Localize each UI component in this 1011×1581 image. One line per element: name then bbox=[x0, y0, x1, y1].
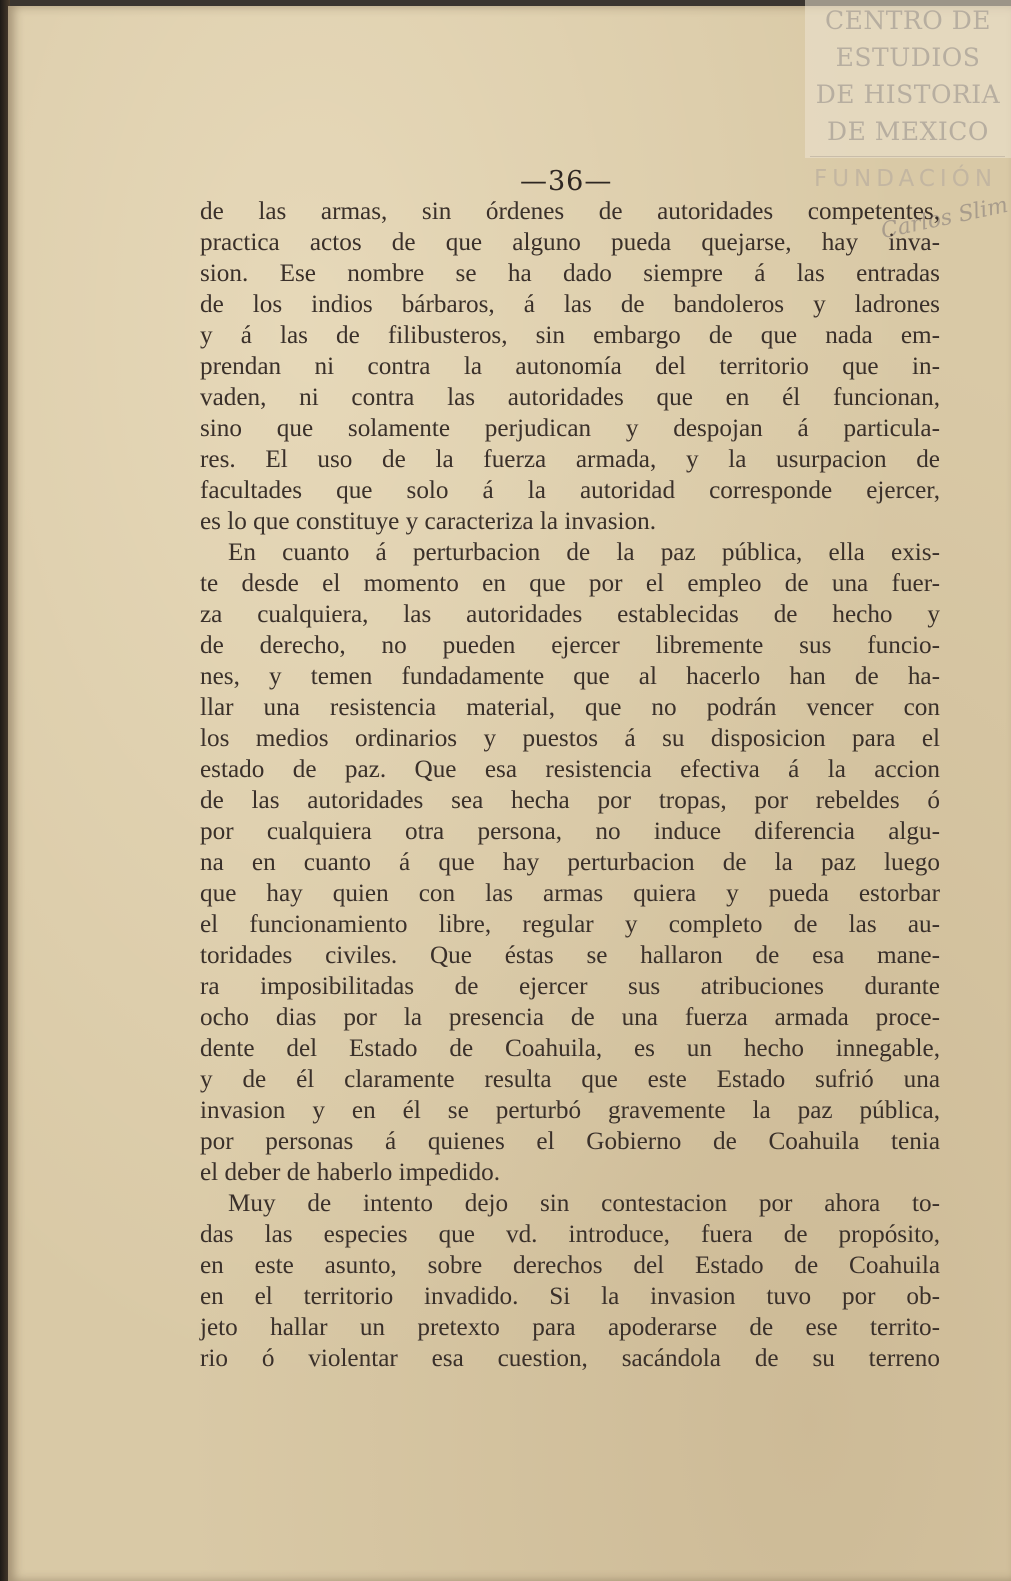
text-line: en el territorio invadido. Si la invasion tuvo por ob- bbox=[200, 1283, 940, 1310]
text-line: que hay quien con las armas quiera y pueda estorbar bbox=[200, 880, 940, 907]
watermark-line: DE HISTORIA bbox=[815, 80, 1001, 109]
text-line: llar una resistencia material, que no podrán vencer con bbox=[200, 694, 940, 721]
text-line: y de él claramente resulta que este Estado sufrió una bbox=[200, 1066, 940, 1093]
text-line: de las autoridades sea hecha por tropas, por rebeldes ó bbox=[200, 787, 940, 814]
archive-watermark bbox=[805, 0, 1011, 158]
text-line: es lo que constituye y caracteriza la invasion. bbox=[200, 508, 656, 535]
text-line: nes, y temen fundadamente que al hacerlo han de ha- bbox=[200, 663, 940, 690]
text-line: ra imposibilitadas de ejercer sus atribuciones durante bbox=[200, 973, 940, 1000]
text-line: te desde el momento en que por el empleo de una fuer- bbox=[200, 570, 940, 597]
text-line: za cualquiera, las autoridades establecidas de hecho y bbox=[200, 601, 940, 628]
text-line: por cualquiera otra persona, no induce diferencia algu- bbox=[200, 818, 940, 845]
text-line: vaden, ni contra las autoridades que en él funcionan, bbox=[200, 384, 940, 411]
text-line: sion. Ese nombre se ha dado siempre á las entradas bbox=[200, 260, 940, 287]
text-line: Muy de intento dejo sin contestacion por ahora to- bbox=[228, 1190, 940, 1217]
text-line: toridades civiles. Que éstas se hallaron de esa mane- bbox=[200, 942, 940, 969]
text-line: jeto hallar un pretexto para apoderarse de ese territo- bbox=[200, 1314, 940, 1341]
text-line: ocho dias por la presencia de una fuerza armada proce- bbox=[200, 1004, 940, 1031]
text-line: y á las de filibusteros, sin embargo de que nada em- bbox=[200, 322, 940, 349]
text-line: sino que solamente perjudican y despojan á particula- bbox=[200, 415, 940, 442]
watermark-line: ESTUDIOS bbox=[835, 43, 981, 72]
text-line: rio ó violentar esa cuestion, sacándola de su terreno bbox=[200, 1345, 940, 1372]
text-line: invasion y en él se perturbó gravemente la paz pública, bbox=[200, 1097, 940, 1124]
text-line: prendan ni contra la autonomía del territorio que in- bbox=[200, 353, 940, 380]
text-line: na en cuanto á que hay perturbacion de la paz luego bbox=[200, 849, 940, 876]
text-line: das las especies que vd. introduce, fuera de propósito, bbox=[200, 1221, 940, 1248]
text-line: dente del Estado de Coahuila, es un hecho innegable, bbox=[200, 1035, 940, 1062]
watermark-line: CENTRO DE bbox=[825, 6, 991, 35]
text-line: practica actos de que alguno pueda quejarse, hay inva- bbox=[200, 229, 940, 256]
watermark-divider bbox=[810, 156, 1005, 157]
text-line: de las armas, sin órdenes de autoridades competentes, bbox=[200, 198, 940, 225]
text-line: el funcionamiento libre, regular y completo de las au- bbox=[200, 911, 940, 938]
text-line: por personas á quienes el Gobierno de Coahuila tenia bbox=[200, 1128, 940, 1155]
text-line: en este asunto, sobre derechos del Estado de Coahuila bbox=[200, 1252, 940, 1279]
text-line: el deber de haberlo impedido. bbox=[200, 1159, 501, 1186]
text-line: estado de paz. Que esa resistencia efectiva á la accion bbox=[200, 756, 940, 783]
watermark-line: DE MEXICO bbox=[827, 117, 989, 146]
text-line: res. El uso de la fuerza armada, y la usurpacion de bbox=[200, 446, 940, 473]
page-body-text bbox=[200, 196, 940, 1374]
text-line: En cuanto á perturbacion de la paz pública, ella exis- bbox=[228, 539, 940, 566]
watermark-foundation: FUNDACIÓN bbox=[813, 166, 998, 192]
page-number: —36— bbox=[520, 166, 613, 197]
text-line: facultades que solo á la autoridad corresponde ejercer, bbox=[200, 477, 940, 504]
text-line: de derecho, no pueden ejercer libremente sus funcio- bbox=[200, 632, 940, 659]
watermark-signature: Carlos Slim bbox=[878, 192, 1011, 245]
text-line: los medios ordinarios y puestos á su disposicion para el bbox=[200, 725, 940, 752]
text-line: de los indios bárbaros, á las de bandoleros y ladrones bbox=[200, 291, 940, 318]
